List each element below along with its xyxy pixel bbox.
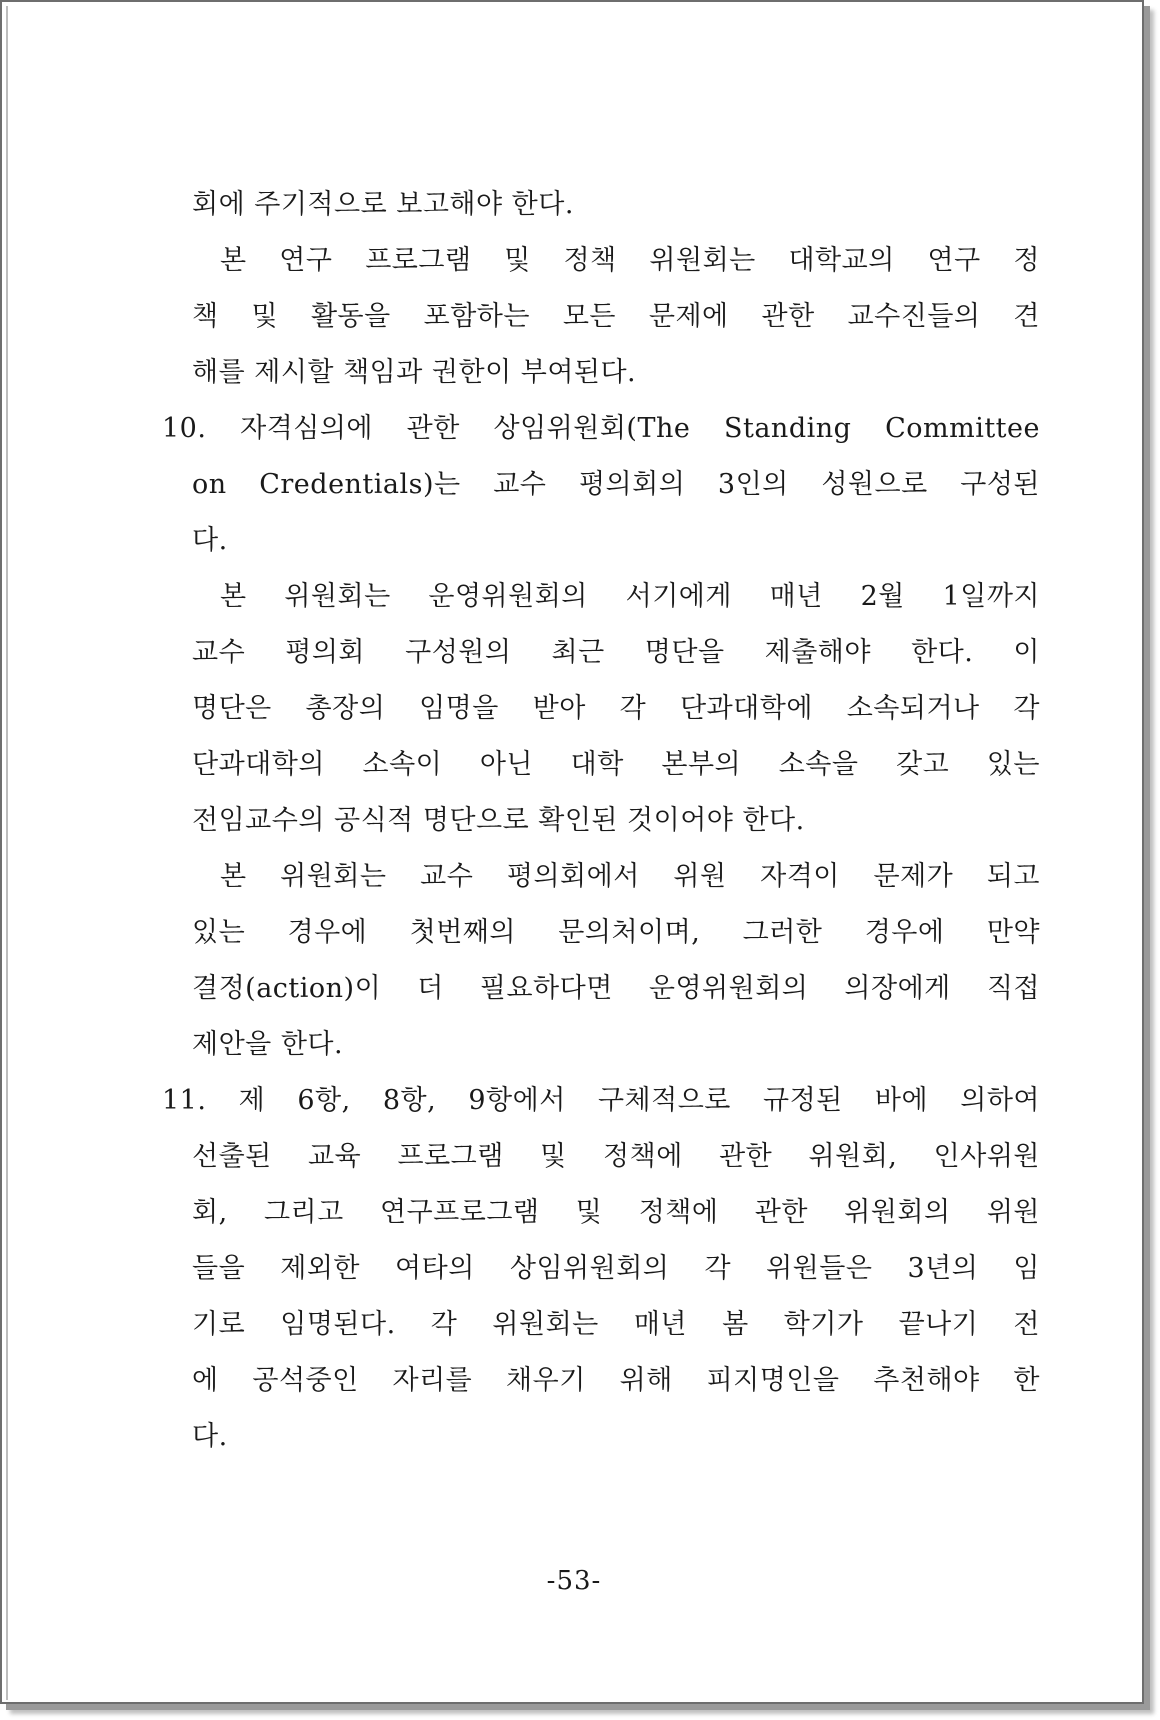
text-line: 기로 임명된다. 각 위원회는 매년 봄 학기가 끝나기 전 bbox=[192, 1309, 1040, 1340]
section-10-heading-line: 10. 자격심의에 관한 상임위원회(The Standing Committee bbox=[162, 413, 1040, 444]
text-line: 회에 주기적으로 보고해야 한다. bbox=[192, 189, 574, 220]
text-line: 전임교수의 공식적 명단으로 확인된 것이어야 한다. bbox=[192, 805, 805, 836]
page-edge bbox=[6, 6, 8, 1700]
text-line: 단과대학의 소속이 아닌 대학 본부의 소속을 갖고 있는 bbox=[192, 749, 1040, 780]
text-line: on Credentials)는 교수 평의회의 3인의 성원으로 구성된 bbox=[192, 469, 1040, 500]
text-line: 제안을 한다. bbox=[192, 1029, 344, 1060]
text-line: 본 위원회는 교수 평의회에서 위원 자격이 문제가 되고 bbox=[220, 861, 1040, 892]
text-line: 결정(action)이 더 필요하다면 운영위원회의 의장에게 직접 bbox=[192, 973, 1040, 1004]
text-line: 명단은 총장의 임명을 받아 각 단과대학에 소속되거나 각 bbox=[192, 693, 1040, 724]
text-line: 다. bbox=[192, 525, 228, 556]
text-line: 책 및 활동을 포함하는 모든 문제에 관한 교수진들의 견 bbox=[192, 301, 1040, 332]
text-line: 본 위원회는 운영위원회의 서기에게 매년 2월 1일까지 bbox=[220, 581, 1040, 612]
text-line: 교수 평의회 구성원의 최근 명단을 제출해야 한다. 이 bbox=[192, 637, 1040, 668]
text-line: 다. bbox=[192, 1421, 228, 1452]
text-line: 들을 제외한 여타의 상임위원회의 각 위원들은 3년의 임 bbox=[192, 1253, 1040, 1284]
section-11-heading-line: 11. 제 6항, 8항, 9항에서 구체적으로 규정된 바에 의하여 bbox=[162, 1085, 1040, 1116]
text-line: 회, 그리고 연구프로그램 및 정책에 관한 위원회의 위원 bbox=[192, 1197, 1040, 1228]
text-line: 선출된 교육 프로그램 및 정책에 관한 위원회, 인사위원 bbox=[192, 1141, 1040, 1172]
text-line: 본 연구 프로그램 및 정책 위원회는 대학교의 연구 정 bbox=[220, 245, 1040, 276]
text-line: 에 공석중인 자리를 채우기 위해 피지명인을 추천해야 한 bbox=[192, 1365, 1040, 1396]
text-line: 해를 제시할 책임과 권한이 부여된다. bbox=[192, 357, 637, 388]
page-number: -53- bbox=[546, 1566, 602, 1596]
text-line: 있는 경우에 첫번째의 문의처이며, 그러한 경우에 만약 bbox=[192, 917, 1040, 948]
